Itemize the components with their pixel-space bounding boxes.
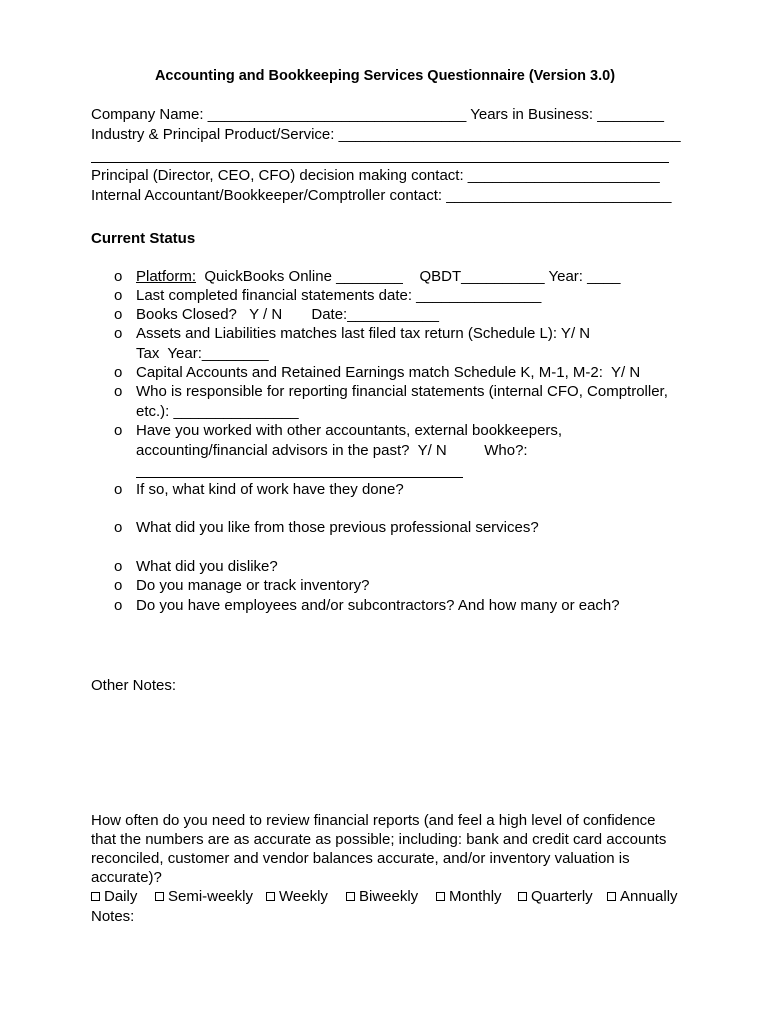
platform-row[interactable]	[136, 267, 620, 286]
other-notes-label: Other Notes:	[91, 677, 177, 694]
current-status-heading: Current Status	[91, 230, 196, 247]
capital-accounts-item[interactable]: Capital Accounts and Retained Earnings match Schedule K, M-1, M-2: Y/ N	[136, 364, 641, 381]
bullet: o	[114, 306, 123, 323]
disliked-item: What did you dislike?	[136, 558, 278, 575]
option-label: Monthly	[449, 888, 502, 905]
checkbox-icon[interactable]	[346, 892, 355, 901]
option-label: Annually	[620, 888, 678, 905]
schedule-l-item[interactable]: Assets and Liabilities matches last filed tax return (Schedule L): Y/ N	[136, 325, 591, 342]
option-daily[interactable]	[91, 888, 137, 905]
bullet: o	[114, 519, 123, 536]
employees-item: Do you have employees and/or subcontractors? And how many or each?	[136, 597, 620, 614]
review-question-line: reconciled, customer and vendor balances accurate, and/or inventory valuation is	[91, 850, 630, 867]
bullet: o	[114, 287, 123, 304]
option-label: Biweekly	[359, 888, 419, 905]
checkbox-icon[interactable]	[155, 892, 164, 901]
option-monthly[interactable]	[436, 888, 502, 905]
option-label: Semi-weekly	[168, 888, 254, 905]
responsible-reporting-field[interactable]: etc.): _______________	[136, 403, 299, 420]
books-closed-item[interactable]: Books Closed? Y / N Date:___________	[136, 306, 439, 323]
industry-field[interactable]: Industry & Principal Product/Service: _________________________________________	[91, 126, 681, 143]
liked-services-item: What did you like from those previous professional services?	[136, 519, 539, 536]
checkbox-icon[interactable]	[91, 892, 100, 901]
internal-contact-field[interactable]: Internal Accountant/Bookkeeper/Comptroller contact: ___________________________	[91, 187, 672, 204]
checkbox-icon[interactable]	[436, 892, 445, 901]
option-label: Daily	[104, 888, 138, 905]
responsible-reporting-item: Who is responsible for reporting financial statements (internal CFO, Comptroller,	[136, 383, 668, 400]
review-question-line: that the numbers are as accurate as possible; including: bank and credit card accounts	[91, 831, 667, 848]
bullet: o	[114, 422, 123, 439]
tax-year-item[interactable]: Tax Year:________	[136, 345, 269, 362]
platform-label: Platform:	[136, 268, 197, 285]
checkbox-icon[interactable]	[518, 892, 527, 901]
document-title: Accounting and Bookkeeping Services Questionnaire (Version 3.0)	[154, 68, 616, 84]
checkbox-icon[interactable]	[266, 892, 275, 901]
option-semi-weekly[interactable]	[155, 888, 253, 905]
other-accountants-item: Have you worked with other accountants, external bookkeepers,	[136, 422, 563, 439]
company-name-field[interactable]: Company Name: _______________________________ Years in Business: ________	[91, 106, 664, 123]
option-annually[interactable]	[607, 888, 678, 905]
principal-contact-field[interactable]: Principal (Director, CEO, CFO) decision making contact: _______________________	[91, 167, 660, 184]
bullet: o	[114, 577, 123, 594]
bullet: o	[114, 481, 123, 498]
option-label: Weekly	[279, 888, 328, 905]
bullet: o	[114, 558, 123, 575]
platform-fields[interactable]: QuickBooks Online ________ QBDT__________ Year: ____	[196, 268, 621, 285]
option-biweekly[interactable]	[346, 888, 418, 905]
review-question-line: How often do you need to review financial reports (and feel a high level of confidence	[91, 812, 656, 829]
blank-line[interactable]	[91, 162, 669, 163]
bullet: o	[114, 597, 123, 614]
notes-label: Notes:	[91, 908, 135, 925]
bullet: o	[114, 325, 123, 342]
review-question-line: accurate)?	[91, 869, 162, 886]
option-label: Quarterly	[531, 888, 593, 905]
option-weekly[interactable]	[266, 888, 328, 905]
last-statements-date-item[interactable]: Last completed financial statements date: _______________	[136, 287, 542, 304]
bullet: o	[114, 268, 123, 285]
bullet: o	[114, 383, 123, 400]
inventory-item: Do you manage or track inventory?	[136, 577, 370, 594]
other-accountants-who-item[interactable]: accounting/financial advisors in the past? Y/ N Who?:	[136, 442, 528, 459]
bullet: o	[114, 364, 123, 381]
option-quarterly[interactable]	[518, 888, 593, 905]
who-answer-line[interactable]	[136, 477, 463, 478]
kind-of-work-item: If so, what kind of work have they done?	[136, 481, 404, 498]
checkbox-icon[interactable]	[607, 892, 616, 901]
